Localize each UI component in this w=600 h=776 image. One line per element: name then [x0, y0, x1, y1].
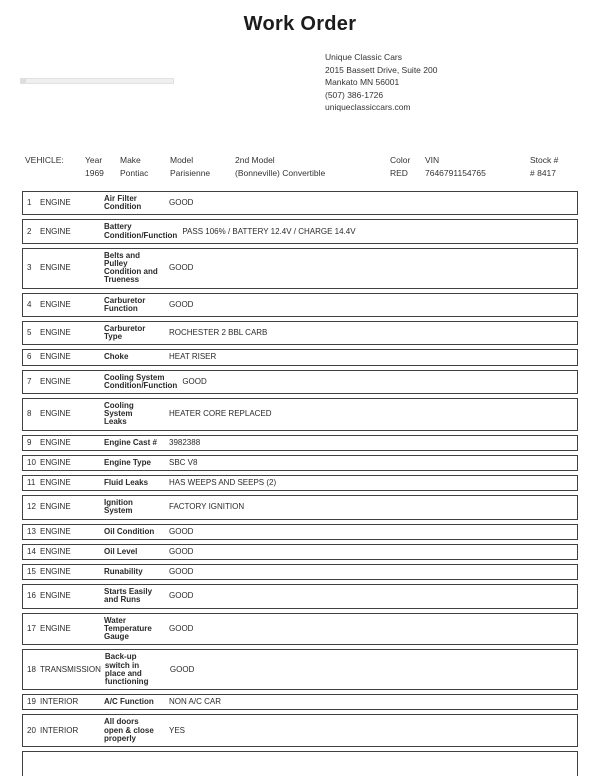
row-category: INTERIOR	[40, 697, 79, 707]
vehicle-info-strip	[25, 154, 578, 180]
row-number: 17	[27, 623, 36, 633]
row-value: HEAT RISER	[169, 352, 217, 362]
vehicle-field-value: 7646791154765	[425, 168, 486, 178]
table-row	[22, 544, 578, 560]
table-row	[22, 293, 578, 317]
table-row	[22, 564, 578, 580]
row-category: ENGINE	[40, 352, 71, 362]
row-item-name: Oil Level	[104, 546, 138, 556]
row-item-name: Water Temperature Gauge	[104, 615, 152, 642]
row-value: GOOD	[169, 526, 194, 536]
row-item-name: Cooling System Leaks	[104, 401, 134, 427]
vehicle-field	[530, 154, 558, 180]
company-address-line1: 2015 Bassett Drive, Suite 200	[325, 64, 438, 75]
vehicle-field	[170, 154, 235, 180]
row-item-name: A/C Function	[104, 697, 154, 707]
table-row	[22, 694, 578, 710]
vehicle-field-value: Parisienne	[170, 168, 211, 178]
row-value: PASS 106% / BATTERY 12.4V / CHARGE 14.4V	[182, 226, 356, 236]
row-value: GOOD	[169, 591, 194, 601]
vehicle-field-label: Stock #	[530, 155, 559, 165]
row-item-name: Ignition System	[104, 498, 133, 516]
row-number: 6	[27, 352, 32, 362]
company-phone: (507) 386-1726	[325, 89, 384, 100]
row-value: HAS WEEPS AND SEEPS (2)	[169, 478, 277, 488]
vehicle-field	[235, 154, 390, 180]
table-row	[22, 248, 578, 289]
row-number: 16	[27, 591, 36, 601]
row-category: ENGINE	[40, 526, 71, 536]
row-item-name: Fluid Leaks	[104, 478, 149, 488]
table-row	[22, 219, 578, 243]
row-category: ENGINE	[40, 623, 71, 633]
row-item-name: All doors open & close properly	[104, 717, 154, 743]
table-row	[22, 649, 578, 690]
row-value: GOOD	[169, 299, 194, 309]
vehicle-field-label: VIN	[425, 155, 440, 165]
row-category: ENGINE	[40, 591, 71, 601]
row-value: YES	[169, 725, 186, 735]
row-value: 3982388	[169, 437, 201, 447]
row-number: 5	[27, 328, 32, 338]
table-row	[22, 370, 578, 394]
row-number: 8	[27, 409, 32, 419]
company-website: uniqueclassiccars.com	[325, 102, 411, 113]
company-name: Unique Classic Cars	[325, 52, 402, 62]
table-row	[22, 714, 578, 747]
vehicle-field	[390, 154, 425, 180]
vehicle-field-label: Color	[390, 155, 411, 165]
row-item-name: Oil Condition	[104, 526, 155, 536]
row-number: 12	[27, 502, 36, 512]
row-value: GOOD	[182, 376, 207, 386]
row-value: GOOD	[169, 263, 194, 273]
vehicle-fields	[85, 154, 578, 180]
row-number: 3	[27, 263, 32, 273]
row-category: ENGINE	[40, 376, 71, 386]
row-item-name: Carburetor Function	[104, 295, 146, 313]
row-category: ENGINE	[40, 478, 71, 488]
row-number: 4	[27, 299, 32, 309]
row-item-name: Battery Condition/Function	[104, 222, 178, 240]
row-item-name: Belts and Pulley Condition and Trueness	[104, 250, 158, 285]
row-category: ENGINE	[40, 328, 71, 338]
row-number: 11	[27, 478, 36, 488]
row-category: ENGINE	[40, 502, 71, 512]
row-item-name: Runability	[104, 567, 143, 577]
row-item-name: Air Filter Condition	[104, 194, 142, 212]
vehicle-field-label: Year	[85, 155, 103, 165]
row-number: 13	[27, 526, 36, 536]
company-address-line2: Mankato MN 56001	[325, 77, 400, 88]
table-row	[22, 191, 578, 215]
row-number: 7	[27, 376, 32, 386]
page-title: Work Order	[243, 13, 357, 35]
table-row	[22, 613, 578, 646]
vehicle-field	[425, 154, 530, 180]
vehicle-field-value: Pontiac	[120, 168, 149, 178]
row-category: ENGINE	[40, 567, 71, 577]
row-number: 2	[27, 226, 32, 236]
row-item-name: Engine Cast #	[104, 437, 157, 447]
row-item-name: Carburetor Type	[104, 324, 146, 342]
row-value: FACTORY IGNITION	[169, 502, 245, 512]
vehicle-field-value: 1969	[85, 168, 104, 178]
row-number: 19	[27, 697, 36, 707]
row-number: 9	[27, 437, 32, 447]
work-items-table	[22, 191, 578, 776]
logo-placeholder-cap	[21, 79, 26, 83]
table-row	[22, 349, 578, 365]
row-value: NON A/C CAR	[169, 697, 222, 707]
row-category: ENGINE	[40, 457, 71, 467]
row-value: SBC V8	[169, 457, 198, 467]
row-value: GOOD	[169, 198, 194, 208]
vehicle-field	[85, 154, 120, 180]
vehicle-field-value: RED	[390, 168, 408, 178]
table-row	[22, 398, 578, 431]
row-number: 1	[27, 198, 32, 208]
row-category: INTERIOR	[40, 725, 79, 735]
row-category: ENGINE	[40, 437, 71, 447]
vehicle-field-value: (Bonneville) Convertible	[235, 168, 326, 178]
row-value: GOOD	[169, 623, 194, 633]
table-row-partial	[22, 751, 578, 776]
row-item-name: Back-up switch in place and functioning	[104, 652, 149, 686]
row-category: TRANSMISSION	[40, 664, 101, 674]
table-row	[22, 524, 578, 540]
row-category: ENGINE	[40, 198, 71, 208]
row-value: HEATER CORE REPLACED	[169, 409, 272, 419]
vehicle-field-value: # 8417	[530, 168, 556, 178]
row-value: GOOD	[169, 567, 194, 577]
vehicle-field-label: 2nd Model	[235, 155, 275, 165]
row-value: ROCHESTER 2 BBL CARB	[169, 328, 268, 338]
table-row	[22, 584, 578, 608]
row-category: ENGINE	[40, 263, 71, 273]
table-row	[22, 495, 578, 519]
row-item-name: Choke	[104, 352, 129, 362]
row-category: ENGINE	[40, 299, 71, 309]
table-row	[22, 455, 578, 471]
vehicle-field-label: Make	[120, 155, 141, 165]
table-row	[22, 475, 578, 491]
row-value: GOOD	[169, 546, 194, 556]
row-number: 18	[27, 664, 36, 674]
row-number: 20	[27, 725, 36, 735]
row-value: GOOD	[169, 664, 195, 674]
company-info-block	[325, 51, 437, 114]
row-number: 14	[27, 546, 36, 556]
row-item-name: Starts Easily and Runs	[104, 587, 153, 605]
row-category: ENGINE	[40, 409, 71, 419]
row-category: ENGINE	[40, 546, 71, 556]
logo-placeholder-bar	[20, 78, 174, 84]
row-category: ENGINE	[40, 226, 71, 236]
vehicle-section-label: VEHICLE:	[25, 155, 64, 165]
table-row	[22, 435, 578, 451]
row-item-name: Cooling System Condition/Function	[104, 372, 178, 390]
vehicle-field	[120, 154, 170, 180]
row-number: 15	[27, 567, 36, 577]
vehicle-field-label: Model	[170, 155, 194, 165]
table-row	[22, 321, 578, 345]
row-item-name: Engine Type	[104, 457, 151, 467]
row-number: 10	[27, 457, 36, 467]
